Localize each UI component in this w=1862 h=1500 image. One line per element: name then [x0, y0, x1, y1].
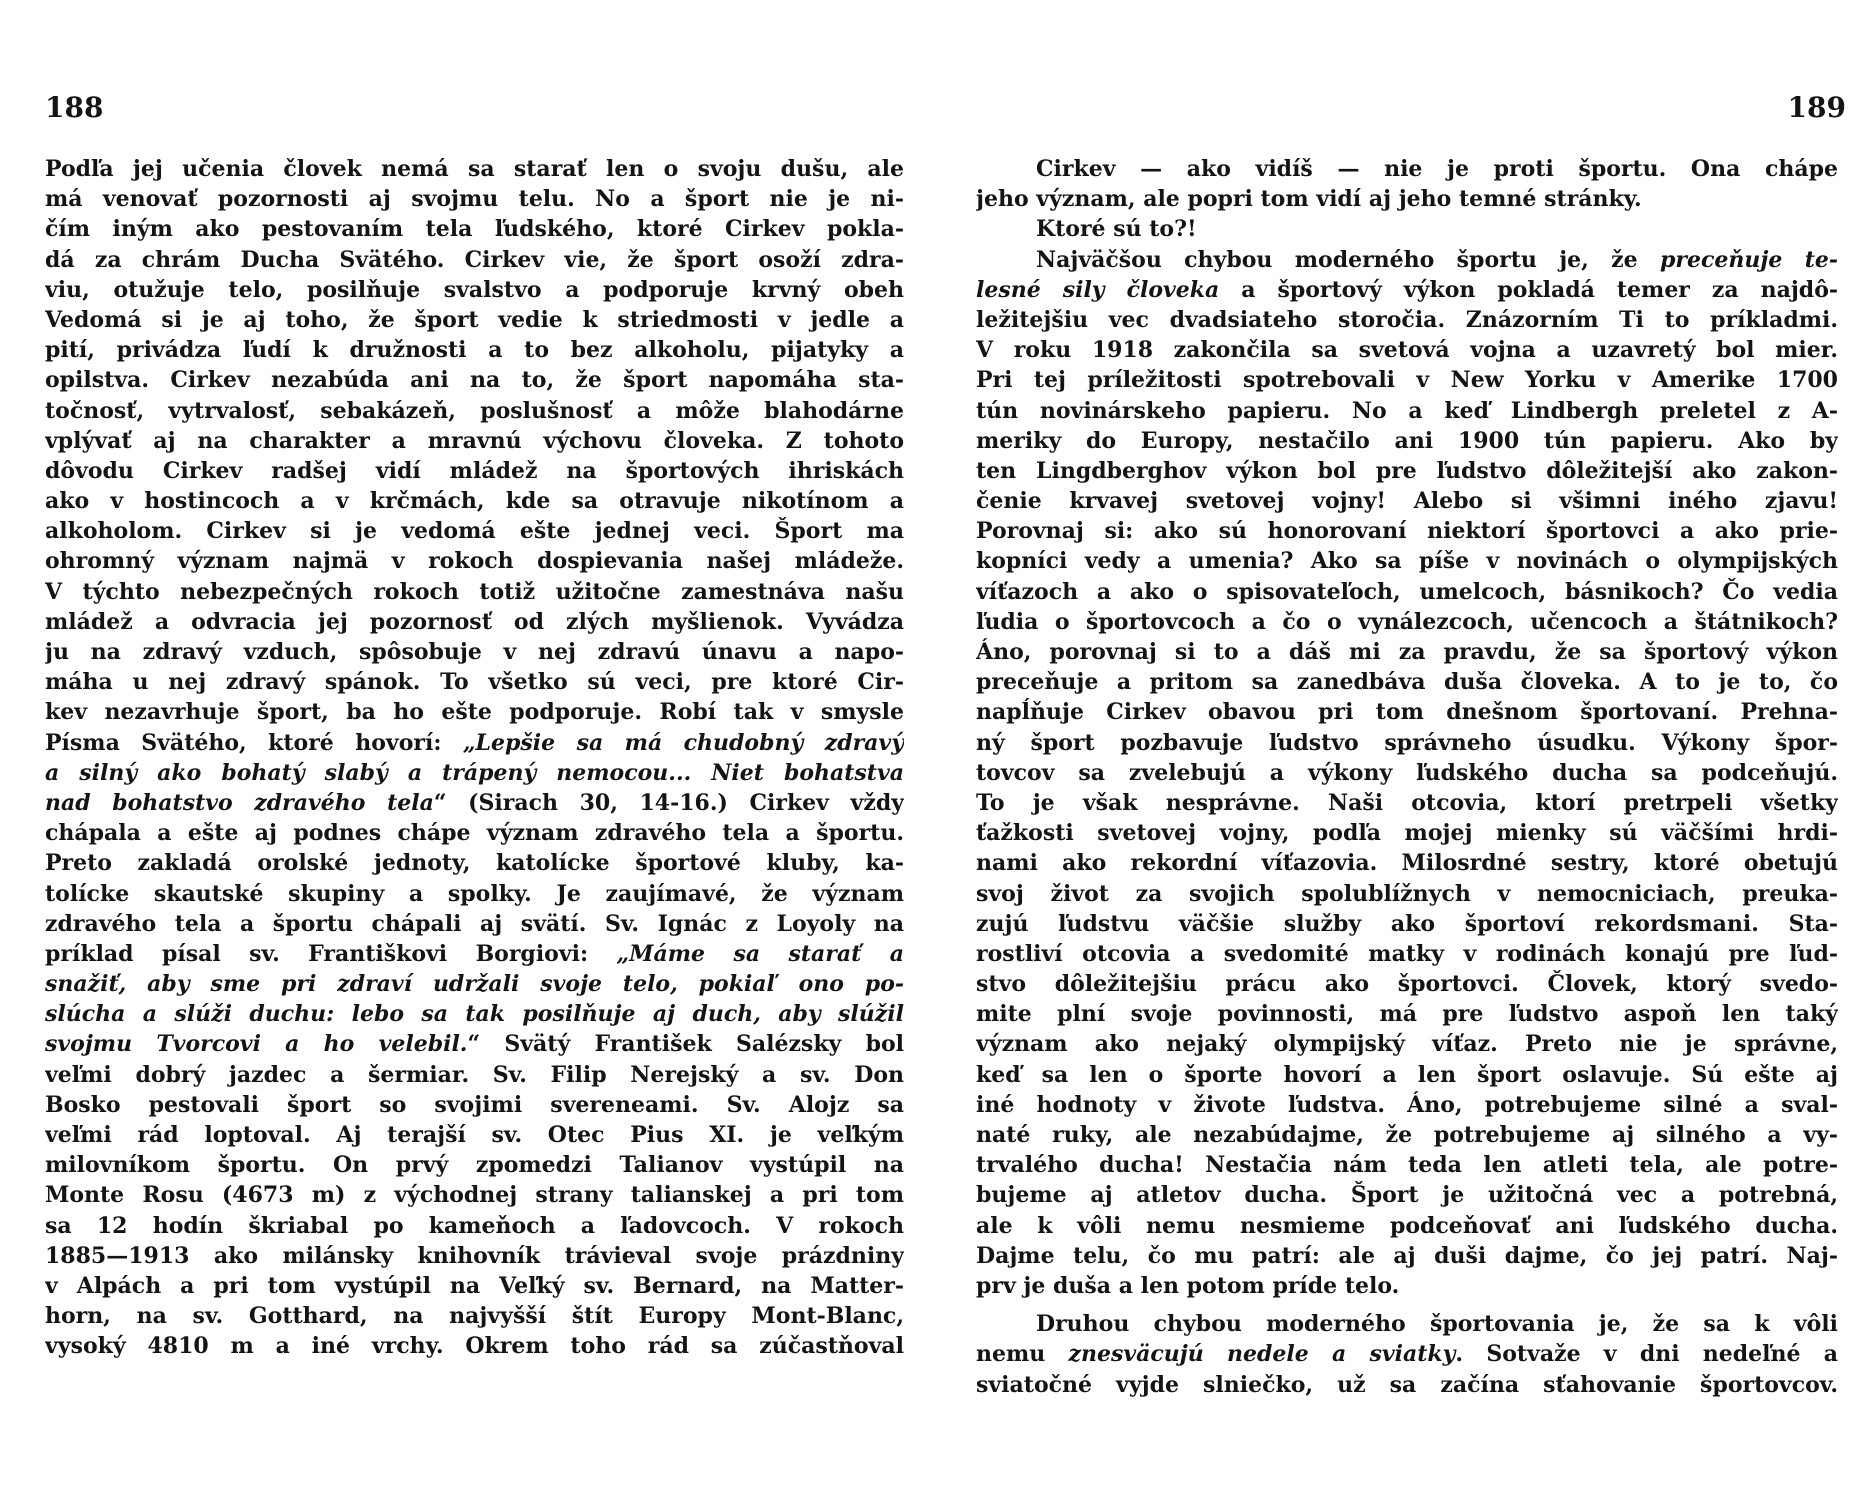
text-line: ohromný význam najmä v rokoch dospievania našej mládeže.	[45, 548, 904, 575]
emphasis-text: znesväcujú nedele a sviatky	[1068, 1341, 1456, 1368]
text-line: kev nezavrhuje šport, ba ho ešte podporuje. Robí tak v smysle	[45, 699, 904, 726]
text-line: Cirkev — ako vidíš — nie je proti športu. Ona chápe	[1036, 156, 1838, 182]
text-line: Dajme telu, čo mu patrí: ale aj duši dajme, čo jej patrí. Naj-	[976, 1242, 1838, 1269]
text-line: mládež a odvracia jej pozornosť od zlých myšlienok. Vyvádza	[45, 608, 904, 635]
text-line: chápala a ešte aj podnes chápe význam zdravého tela a športu.	[45, 820, 904, 847]
text-segment: . Sotvaže v dni nedeľné a	[1455, 1341, 1838, 1368]
text-segment: Písma Svätého, ktoré hovorí:	[45, 729, 442, 756]
text-line: dá za chrám Ducha Svätého. Cirkev vie, že šport osoží zdra-	[45, 246, 904, 273]
text-line: kopníci vedy a umenia? Ako sa píše v novinách o olympijských	[976, 548, 1838, 575]
text-line: zdravého tela a športu chápali aj svätí. Sv. Ignác z Loyoly na	[45, 910, 904, 937]
text-line: tún novinárskeho papieru. No a keď Lindbergh preletel z A-	[976, 397, 1838, 424]
text-line: sviatočné vyjde slniečko, už sa začína sťahovanie športovcov.	[976, 1371, 1838, 1398]
text-line: ľudia o športovcoch a čo o vynálezcoch, učencoch a štátnikoch?	[976, 608, 1838, 635]
quote-text: snažiť, aby sme pri zdraví udržali svoje telo, pokiaľ ono po-	[45, 971, 904, 998]
text-line: nami ako rekordní víťazovia. Milosrdné sestry, ktoré obetujú	[976, 850, 1838, 877]
text-line: Preto zakladá orolské jednoty, katolícke športové kluby, ka-	[45, 850, 904, 877]
text-line	[45, 999, 904, 1029]
text-line: točnosť, vytrvalosť, sebakázeň, poslušnosť a môže blahodárne	[45, 397, 904, 424]
quote-text: svojmu Tvorcovi a ho velebil.	[45, 1031, 468, 1058]
text-line: Monte Rosu (4673 m) z východnej strany talianskej a pri tom	[45, 1182, 904, 1209]
text-line: význam ako nejaký olympijský víťaz. Preto nie je správne,	[976, 1031, 1838, 1058]
text-line-with-emphasis	[976, 245, 1838, 275]
text-line-with-emphasis	[976, 1339, 1838, 1369]
text-line	[45, 758, 904, 788]
text-line: bujeme aj atletov ducha. Šport je užitočná vec a potrebná,	[976, 1182, 1838, 1209]
quote-text: slúcha a slúži duchu: lebo sa tak posilňuje aj duch, aby slúžil	[45, 1001, 904, 1028]
text-line: svoj život za svojich spolublížnych v nemocniciach, preuka-	[976, 880, 1838, 907]
page-number: 189	[1787, 91, 1846, 124]
emphasis-text: preceňuje te-	[1660, 246, 1838, 273]
text-segment: a športový výkon pokladá temer za najdô-	[1219, 276, 1838, 303]
right-page	[931, 0, 1862, 1500]
text-line: Bosko pestovali šport so svojimi svereneami. Sv. Alojz sa	[45, 1091, 904, 1118]
text-line: sa 12 hodín škriabal po kameňoch a ľadovcoch. V rokoch	[45, 1212, 904, 1239]
text-line: Vedomá si je aj toho, že šport vedie k striedmosti v jedle a	[45, 306, 904, 333]
text-line: čím iným ako pestovaním tela ľudského, ktoré Cirkev pokla-	[45, 216, 904, 243]
text-line-with-emphasis	[976, 275, 1838, 305]
text-line: alkoholom. Cirkev si je vedomá ešte jednej veci. Šport ma	[45, 518, 904, 545]
text-line: rostliví otcovia a svedomité matky v rodinách konajú pre ľud-	[976, 940, 1838, 967]
text-line: ležitejšiu vec dvadsiateho storočia. Znázorním Ti to príkladmi.	[976, 306, 1838, 333]
text-line: v Alpách a pri tom vystúpil na Veľký sv. Bernard, na Matter-	[45, 1272, 904, 1299]
text-line: veľmi dobrý jazdec a šermiar. Sv. Filip Nerejský a sv. Don	[45, 1061, 904, 1088]
text-line: milovníkom športu. On prvý zpomedzi Talianov vystúpil na	[45, 1152, 904, 1179]
text-line-with-quote	[45, 728, 904, 758]
text-line: Pri tej príležitosti spotrebovali v New Yorku v Amerike 1700	[976, 367, 1838, 394]
text-segment: nemu	[976, 1341, 1046, 1368]
emphasis-text: lesné sily človeka	[976, 276, 1220, 303]
text-line: Druhou chybou moderného športovania je, že sa k vôli	[1036, 1311, 1838, 1338]
text-line: naté ruky, ale nezabúdajme, že potrebujeme aj silného a vy-	[976, 1122, 1838, 1148]
text-segment: “ Svätý František Salézsky bol	[467, 1031, 904, 1058]
text-line-with-quote	[45, 788, 904, 818]
text-line: vysoký 4810 m a iné vrchy. Okrem toho rád sa zúčastňoval	[45, 1333, 904, 1360]
text-line: mite plní svoje povinnosti, má pre ľudstvo aspoň len taký	[976, 1001, 1838, 1028]
body-text	[976, 154, 1838, 1400]
text-line: meriky do Europy, nestačilo ani 1900 tún papieru. Ako by	[976, 427, 1838, 454]
text-line: ný šport pozbavuje ľudstvo správneho úsudku. Výkony špor-	[976, 729, 1838, 756]
text-line: ten Lingdberghov výkon bol pre ľudstvo dôležitejší ako zakon-	[976, 457, 1838, 484]
text-line: stvo dôležitejšiu prácu ako športovci. Človek, ktorý svedo-	[976, 971, 1838, 998]
text-line: ako v hostincoch a v krčmách, kde sa otravuje nikotínom a	[45, 488, 904, 515]
text-line: ťažkosti svetovej vojny, podľa mojej mienky sú väčšími hrdi-	[976, 820, 1838, 847]
text-line: V týchto nebezpečných rokoch totiž užitočne zamestnáva našu	[45, 578, 904, 605]
text-line: Ktoré sú to?!	[1036, 216, 1197, 243]
text-line: iné hodnoty v živote ľudstva. Áno, potrebujeme silné a sval-	[976, 1091, 1838, 1118]
text-line: Podľa jej učenia človek nemá sa starať len o svoju dušu, ale	[45, 156, 904, 182]
text-line: víťazoch a ako o spisovateľoch, umelcoch, básnikoch? Čo vedia	[976, 578, 1838, 605]
quote-text: a silný ako bohatý slabý a trápený nemocou... Niet bohatstva	[45, 759, 904, 786]
text-line: Porovnaj si: ako sú honorovaní niektorí športovci a ako prie-	[976, 518, 1838, 545]
text-line: prv je duša a len potom príde telo.	[976, 1272, 1400, 1299]
text-line: ju na zdravý vzduch, spôsobuje v nej zdravú únavu a napo-	[45, 639, 904, 665]
text-line: horn, na sv. Gotthard, na najvyšší štít Europy Mont-Blanc,	[45, 1303, 904, 1330]
text-line: jeho význam, ale popri tom vidí aj jeho temné stránky.	[976, 186, 1642, 213]
text-line: tolícke skautské skupiny a spolky. Je zaujímavé, že význam	[45, 880, 904, 907]
body-text	[45, 154, 904, 1362]
text-line: viu, otužuje telo, posilňuje svalstvo a podporuje krvný obeh	[45, 276, 904, 303]
quote-text: „Lepšie sa má chudobný zdravý	[462, 729, 904, 756]
text-line: Áno, porovnaj si to a dáš mi za pravdu, že sa športový výkon	[976, 639, 1838, 665]
text-line-with-quote	[45, 1029, 904, 1059]
text-segment: Najväčšou chybou moderného športu je, že	[1036, 246, 1638, 273]
page-number: 188	[45, 91, 104, 124]
text-line: tovcov sa zvelebujú a výkony ľudského ducha sa podceňujú.	[976, 759, 1838, 786]
text-line: veľmi rád loptoval. Aj terajší sv. Otec Pius XI. je veľkým	[45, 1122, 904, 1148]
text-line: pití, privádza ľudí k družnosti a to bez alkoholu, pijatyky a	[45, 337, 904, 364]
quote-text: nad bohatstvo zdravého tela	[45, 789, 434, 816]
text-line: preceňuje a pritom sa zanedbáva duša človeka. A to je to, čo	[976, 669, 1838, 696]
text-line: dôvodu Cirkev radšej vidí mládež na športových ihriskách	[45, 457, 904, 484]
text-line: To je však nesprávne. Naši otcovia, ktorí pretrpeli všetky	[976, 789, 1838, 816]
quote-text: „Máme sa starať a	[616, 940, 904, 967]
text-line: čenie krvavej svetovej vojny! Alebo si všimni iného zjavu!	[976, 488, 1838, 515]
text-line: trvalého ducha! Nestačia nám teda len atleti tela, ale potre-	[976, 1152, 1838, 1179]
text-line	[45, 969, 904, 999]
text-segment: príklad písal sv. Františkovi Borgiovi:	[45, 940, 589, 967]
citation: “ (Sirach 30, 14-16.) Cirkev vždy	[433, 789, 904, 816]
text-line: vplývať aj na charakter a mravnú výchovu človeka. Z tohoto	[45, 427, 904, 454]
text-line: ale k vôli nemu nesmieme podceňovať ani ľudského ducha.	[976, 1212, 1838, 1239]
text-line: zujú ľudstvu väčšie služby ako športoví rekordsmani. Sta-	[976, 910, 1838, 937]
text-line: opilstva. Cirkev nezabúda ani na to, že šport napomáha sta-	[45, 367, 904, 394]
text-line: máha u nej zdravý spánok. To všetko sú veci, pre ktoré Cir-	[45, 669, 904, 696]
text-line: V roku 1918 zakončila sa svetová vojna a uzavretý bol mier.	[976, 337, 1838, 364]
text-line: 1885—1913 ako milánsky knihovník trávieval svoje prázdniny	[45, 1242, 904, 1269]
text-line: keď sa len o športe hovorí a len šport oslavuje. Sú ešte aj	[976, 1061, 1838, 1088]
text-line-with-quote	[45, 939, 904, 969]
text-line: má venovať pozornosti aj svojmu telu. No a šport nie je ni-	[45, 186, 904, 213]
text-line: napĺňuje Cirkev obavou pri tom dnešnom športovaní. Prehna-	[976, 699, 1838, 726]
